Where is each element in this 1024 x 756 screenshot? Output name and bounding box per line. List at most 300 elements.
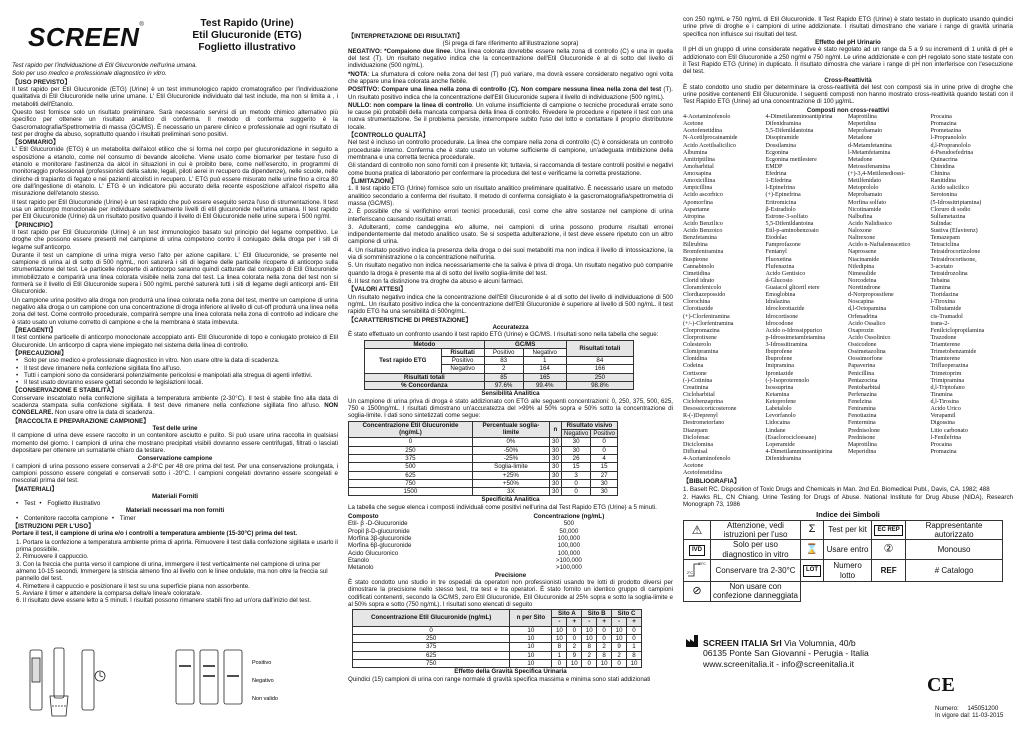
title-line-1: Test Rapido (Urine) bbox=[200, 18, 294, 29]
fig-label-negative: Negativo bbox=[252, 678, 274, 684]
compound-name: Labetalolo bbox=[765, 406, 792, 413]
table-cell: 625 bbox=[353, 651, 510, 659]
single-use-icon: ② bbox=[883, 543, 894, 556]
compound-name: Aspartame bbox=[683, 206, 710, 213]
compound-column bbox=[931, 114, 1014, 477]
table-cell: 26 bbox=[561, 454, 590, 462]
ce-mark: CE bbox=[927, 674, 955, 696]
paragraph: È stato condotto uno studio per determinare la cross-reattività del test con composti sia in urine prive di droghe che urine positive contenenti Etil Glucuronide. I seguenti composti non hanno mostrato cross-reattività quando testati con il Test Rapido ETG (Urine) ad una concentrazione di 100 µg/mL. bbox=[683, 83, 1013, 106]
table-cell: 0 bbox=[567, 635, 582, 643]
table-cell: 10 bbox=[627, 660, 642, 668]
subheading: Materiali Forniti bbox=[151, 492, 199, 500]
table-cell: 3 bbox=[561, 471, 590, 479]
compound-name: Nifedipina bbox=[848, 263, 875, 270]
compound-name: Oossimorfone bbox=[848, 356, 883, 363]
table-row bbox=[353, 660, 642, 668]
compound-name: Disopiramide bbox=[765, 135, 799, 142]
compound-name: Trimipramina bbox=[930, 377, 965, 384]
compound-name: Perfenazina bbox=[848, 391, 877, 398]
compound-name: d-Pseudoefedrina bbox=[930, 149, 974, 156]
table-cell: 0 bbox=[597, 635, 612, 643]
compound-name: Meperidina bbox=[848, 121, 877, 128]
procedure-illustration bbox=[26, 646, 326, 722]
table-cell: Etil- β -D-Glucuronide bbox=[348, 520, 408, 528]
table-cell: 166 bbox=[566, 365, 633, 373]
compound-name: Clonidina bbox=[683, 356, 708, 363]
compound-name: 4-Dimetilamminoantipirina bbox=[765, 448, 833, 455]
document-number bbox=[935, 705, 1003, 720]
table-cell: Test rapido ETG bbox=[365, 348, 442, 373]
table-cell: 10 bbox=[612, 626, 627, 634]
compound-name: Metoprololo bbox=[848, 185, 879, 192]
compound-name: Ossicodone bbox=[848, 342, 877, 349]
text: . Un volume insufficiente di campione o tecniche procedurali errate sono le cause più probabili della mancata comparsa della linea di controllo. Rivedere le procedure e ripetere il test con una nuova strumentazione. Se il problema persiste, interrompere subito l'uso del lotto e contattare il proprio distributore locale. bbox=[348, 101, 673, 131]
compound-name: Buspirone bbox=[683, 256, 709, 263]
table-cell: 0 bbox=[612, 660, 627, 668]
subheading: Test delle urine bbox=[152, 425, 198, 432]
table-row bbox=[365, 382, 634, 390]
table-header: Composto bbox=[348, 513, 379, 521]
compound-name: 3-acetato bbox=[930, 263, 953, 270]
table-cell: 2 bbox=[612, 651, 627, 659]
table-cell: 10 bbox=[567, 660, 582, 668]
table-cell: 8 bbox=[582, 643, 597, 651]
compound-name: Amoxapina bbox=[683, 171, 712, 178]
table-cell: 30 bbox=[550, 438, 562, 446]
table-row bbox=[348, 542, 648, 549]
table-cell: 0 bbox=[591, 438, 618, 446]
compound-name: Acido Benzilico bbox=[683, 220, 723, 227]
compound-name: Fluoxetina bbox=[765, 256, 792, 263]
compound-name: l-Epinefrina bbox=[765, 185, 795, 192]
compound-name: Prednisone bbox=[848, 434, 876, 441]
registered-mark: ® bbox=[139, 22, 144, 28]
text: : La sfumatura di colore nella zona del test (T) può variare, ma dovrà essere considerato negativo ogni volta che appare una linea colorata anche flebile. bbox=[348, 70, 673, 85]
precision-table bbox=[352, 609, 642, 668]
table-row bbox=[348, 557, 648, 564]
table-cell: Acido Glucuronico bbox=[348, 549, 399, 557]
compound-name: Idroclorotiazide bbox=[765, 306, 805, 313]
subheading: Sensibilità Analitica bbox=[481, 390, 540, 398]
compound-name: Tetraidrozolina bbox=[930, 270, 968, 277]
table-row bbox=[353, 643, 642, 651]
table-cell: 250 bbox=[566, 373, 633, 381]
compound-name: Levorfanolo bbox=[765, 413, 796, 420]
title-line-2: Etil Glucuronide (ETG) bbox=[192, 30, 302, 42]
table-cell: 0% bbox=[472, 438, 549, 446]
subheading: Cross-Reattività bbox=[824, 76, 872, 84]
fig-label-positive: Positivo bbox=[252, 660, 272, 666]
table-cell: Morfina 3β-glucuronide bbox=[348, 535, 412, 542]
table-cell: Metanolo bbox=[348, 564, 374, 572]
table-header: n bbox=[550, 421, 562, 438]
paragraph bbox=[348, 71, 673, 86]
section-heading: 【PRINCIPIO】 bbox=[12, 221, 57, 229]
column-middle bbox=[348, 32, 673, 756]
table-cell: 0 bbox=[353, 626, 510, 634]
paragraph: 3. Adulteranti, come candeggina e/o allume, nei campioni di urina possono produrre risultati erronei indipendentemente dal metodo analitico usato. Se si sospetta adulterazione, il test deve essere ripetuto con un altro campione di urina. bbox=[348, 223, 673, 246]
table-row bbox=[349, 446, 618, 454]
table-header: - bbox=[552, 618, 567, 626]
list-item: • Il test deve rimanere nella confezione sigillata fino all'uso. bbox=[12, 365, 338, 372]
compound-name: d,l-Tirosina bbox=[930, 399, 959, 406]
compound-name: Promazina bbox=[930, 121, 957, 128]
table-cell: 2 bbox=[567, 643, 582, 651]
paragraph: I campioni di urina possono essere conservati a 2-8°C per 48 ore prima del test. Per una conservazione prolungata, i campioni possono essere congelati e conservati sotto i -20°C. I campioni congelati dovranno essere scongelati e mescolati prima del test. bbox=[12, 462, 338, 485]
paragraph: Il pH di un gruppo di urine considerate negative è stato regolato ad un range da 5 a 9 su incrementi di 1 unità di pH e addizionato con Etil Glucuronide a 250 ng/ml e 750 ng/ml. Le urine addizionate e con pH regolato sono state testate con il Test Rapido ETG (Urine) in duplicato. Il risultato dimostra che variare i range di pH non interferisce con l'esecuzione del test. bbox=[683, 46, 1013, 76]
table-row bbox=[348, 535, 648, 542]
compound-name: Ciclobarbital bbox=[683, 391, 715, 398]
result-negative bbox=[200, 650, 218, 704]
table-cell: 0 bbox=[567, 626, 582, 634]
section-heading: 【CONSERVAZIONE E STABILITÀ】 bbox=[12, 387, 118, 395]
reference-item: 1. Baselt RC. Disposition of Toxic Drugs and Chemicals in Man. 2nd Ed. Biomedical Publ., Davis, CA. 1982; 488 bbox=[683, 485, 990, 493]
compound-name: Tebaina bbox=[930, 277, 950, 284]
compound-name: Clordiazepossido bbox=[683, 292, 726, 299]
intro-line: Solo per uso medico e professionale diagnostico in vitro. bbox=[12, 70, 167, 78]
table-cell: 10 bbox=[510, 651, 552, 659]
compound-name: Triamterene bbox=[930, 342, 961, 349]
compound-name: d-Metamfetamina bbox=[848, 142, 892, 149]
table-row bbox=[353, 651, 642, 659]
table-row bbox=[349, 471, 618, 479]
compound-name: Prednisolone bbox=[848, 427, 880, 434]
accuracy-table bbox=[364, 340, 634, 391]
materials-required bbox=[12, 515, 338, 522]
paragraph: Gli standard di controllo non sono forniti con il presente kit; tuttavia, si raccomanda di testare controlli positivi e negativi come buona pratica di laboratorio per confermare la procedura del test e verificarne la corretta prestazione. bbox=[348, 162, 673, 177]
compound-name: d,l-Propranololo bbox=[930, 142, 971, 149]
list-item: • Test bbox=[12, 500, 35, 507]
paragraph bbox=[348, 86, 673, 101]
paragraph: Un campione urina positivo alla droga non produrrà una linea colorata nella zona del test, mentre un campione di urina negativo alla droga o un campione con una concentrazione di droga inferiore al livello di cut-off produrrà una linea nella zona del test. Come controllo procedurale, comparirà sempre una linea colorata nella zona di controllo ad indicare che è stato usato un volume corretto di campione e che la membrana è stata imbevuta. bbox=[12, 296, 338, 326]
cross-reactivity-list bbox=[683, 114, 1013, 477]
sensitivity-table bbox=[348, 421, 618, 497]
compound-name: Naprossene bbox=[848, 249, 877, 256]
compound-name: (+)-Clorfeniramina bbox=[683, 313, 730, 320]
compound-name: Tolbutamide bbox=[930, 306, 962, 313]
compound-name: Amobarbital bbox=[683, 163, 714, 170]
compound-name: Metilfenidato bbox=[848, 178, 882, 185]
hourglass-icon: ⌛ bbox=[805, 543, 819, 555]
compound-name: Acido Benzoico bbox=[683, 228, 723, 235]
table-cell: 30 bbox=[550, 446, 562, 454]
section-heading: 【VALORI ATTESI】 bbox=[348, 286, 407, 294]
compound-name: Clorotiazide bbox=[683, 306, 714, 313]
table-cell: 30 bbox=[550, 463, 562, 471]
paragraph: È stato effettuato un confronto usando il test rapido ETG (Urine) e GC/MS. I risultati sono nella tabella che segue: bbox=[348, 331, 659, 339]
compound-name: Diflunisal bbox=[683, 448, 708, 455]
table-header: + bbox=[627, 618, 642, 626]
title-line-3: Foglietto illustrativo bbox=[198, 42, 296, 54]
table-header: Metodo bbox=[365, 340, 485, 348]
compound-name: 4-Acetaminofenolo bbox=[683, 456, 731, 463]
list-item: 4. Rimettere il cappuccio e posizionare il test su una superficie piana non assorbente. bbox=[16, 582, 250, 590]
compound-name: Acetofenetidina bbox=[683, 128, 722, 135]
list-item: • Contenitore raccolta campione bbox=[12, 515, 108, 522]
compound-name: Guaiacol gliceril etere bbox=[765, 285, 820, 292]
table-cell: 10 bbox=[510, 643, 552, 651]
compound-name: Oxaprozin bbox=[848, 327, 874, 334]
table-cell: 30 bbox=[550, 454, 562, 462]
table-header: + bbox=[597, 618, 612, 626]
table-row bbox=[348, 550, 648, 557]
compound-name: Ciclobenzaprina bbox=[683, 399, 723, 406]
compound-name: Creatinina bbox=[683, 384, 709, 391]
table-cell: Positivo bbox=[441, 357, 484, 365]
paragraph: 5. Un risultato negativo non indica necessariamente che la saliva è priva di droga. Un risultato negativo può comparire quando la droga è presente ma al di sotto del livello soglia-limite del test. bbox=[348, 262, 673, 277]
compound-name: 3-Idrossitiramina bbox=[765, 342, 808, 349]
compound-name: Sustiva (Efavirenz) bbox=[930, 228, 978, 235]
compound-name: Albumina bbox=[683, 149, 708, 156]
compound-name: Procaina bbox=[930, 114, 952, 121]
table-cell: 30 bbox=[550, 488, 562, 496]
website-email: www.screenitalia.it - info@screenitalia.it bbox=[703, 658, 855, 669]
compound-name: Digossina bbox=[930, 420, 955, 427]
paragraph: Nel test è incluso un controllo procedurale. La linea che compare nella zona di controllo (C) è considerata un controllo procedurale interno. Conferma che è stato usato un volume sufficiente di campione, un'adeguata imbibizione della membrana e una corretta tecnica procedurale. bbox=[348, 139, 673, 161]
table-row bbox=[353, 626, 642, 634]
section-heading: 【MATERIALI】 bbox=[12, 485, 58, 493]
table-cell: 0 bbox=[597, 626, 612, 634]
compound-name: EMDP bbox=[765, 163, 783, 170]
table-cell: Morfina 6β-glucuronide bbox=[348, 542, 412, 550]
bold-text: *NOTA bbox=[348, 70, 368, 78]
materials-provided bbox=[12, 500, 338, 507]
compound-name: Bromfeniramina bbox=[683, 249, 724, 256]
table-cell: Positivo bbox=[484, 348, 523, 356]
compound-name: Sulindac bbox=[930, 220, 952, 227]
text: Non usare oltre la data di scadenza. bbox=[53, 409, 155, 417]
compound-name: Acido Ossalico bbox=[848, 320, 886, 327]
compound-name: Acido salicilico bbox=[930, 185, 969, 192]
compound-name: Estrone-3-solfato bbox=[765, 213, 808, 220]
text: Conservare inscatolato nella confezione sigillata a temperatura ambiente (2-30°C). Il test è stabile fino alla data di scadenza stampata sulla confezione sigillata. Il test deve rimanere nella confezione sigillata fino all'uso. bbox=[12, 394, 338, 410]
table-cell: Conservare tra 2-30°C bbox=[711, 560, 801, 581]
compound-name: Orfenadrina bbox=[848, 313, 878, 320]
compound-name: l-Propranololo bbox=[930, 135, 967, 142]
precautions-list bbox=[12, 357, 338, 386]
step-1-drawing bbox=[30, 650, 42, 710]
compound-name: Idrocodone bbox=[765, 320, 794, 327]
table-cell: 250 bbox=[353, 635, 510, 643]
paragraph: L' Etil Glucuronide (ETG) è un metabolita dell'alcol etilico che si forma nel corpo per glucuronidazione in seguito a esposizione a etanolo, come nel consumo di bevande alcoliche. Viene usato come biomarker per testare l'uso di etanolo e monitorare l'astinenza da alcol in situazioni in cui è proibito bere, come nell'esercito, in programmi di monitoraggio professionali (professionisti della salute, legali, piloti aerei in recupero da dipendenze), nelle scuole, nelle cliniche di trapianto di fegato e nei pazienti alcolisti in recupero. L' ETG può essere misurato nelle urine fino a circa 80 ore dall'ingestione di etanolo. L' ETG è un indicatore più accurato della recente esposizione all'alcol rispetto alla misurazione dell'etanolo stesso. bbox=[12, 146, 338, 198]
compound-name: Triamterene bbox=[930, 356, 961, 363]
table-cell: 10 bbox=[552, 635, 567, 643]
table-cell: Etanolo bbox=[348, 556, 369, 564]
compound-name: 5,5-Difenildantoina bbox=[765, 220, 814, 227]
footer bbox=[683, 626, 1013, 724]
table-cell: 99.4% bbox=[523, 382, 566, 390]
vigore-label: In vigore dal: bbox=[935, 712, 971, 720]
compound-name: Bilirubina bbox=[683, 242, 708, 249]
document-title bbox=[162, 18, 332, 55]
compound-name: Acido Nalidissico bbox=[848, 220, 892, 227]
column-right bbox=[683, 16, 1013, 740]
section-heading: 【CARATTERISTICHE DI PRESTAZIONE】 bbox=[348, 316, 472, 324]
table-cell: 375 bbox=[353, 643, 510, 651]
table-cell: 0 bbox=[591, 446, 618, 454]
paragraph: Un campione di urina priva di droga è stato addizionato con ETG alle seguenti concentrazioni: 0, 250, 375, 500, 625, 750 e 1500ng/mL. I risultati dimostrano un'accuratezza del >99% al 50% sopra e 50% sotto la concentrazione di soglia-limite. I dati sono sintetizzati come segue: bbox=[348, 397, 673, 420]
table-cell: 10 bbox=[582, 635, 597, 643]
compound-name: Pentazocina bbox=[848, 377, 878, 384]
numero-value: 145051200 bbox=[967, 705, 999, 712]
subheading: Effetto della Gravità Specifica Urinaria bbox=[454, 668, 567, 676]
table-cell: 30 bbox=[550, 471, 562, 479]
compound-name: Codeina bbox=[683, 363, 704, 370]
table-cell: 50,000 bbox=[559, 527, 579, 535]
table-cell: 9 bbox=[612, 643, 627, 651]
precision-table-body bbox=[353, 626, 642, 668]
table-cell: 1 bbox=[627, 643, 642, 651]
table-cell: 15 bbox=[561, 463, 590, 471]
table-cell: 100,000 bbox=[557, 549, 581, 557]
table-cell: 165 bbox=[523, 373, 566, 381]
table-cell: 2 bbox=[582, 651, 597, 659]
compound-name: Prometazina bbox=[930, 128, 961, 135]
compound-name: Clorochina bbox=[683, 299, 711, 306]
compound-name: Acido Ossolinico bbox=[848, 334, 891, 341]
compound-name: Diciclomina bbox=[683, 441, 714, 448]
table-cell: >100,000 bbox=[555, 564, 582, 572]
compound-name: Chinina bbox=[930, 171, 950, 178]
table-header: Sito B bbox=[582, 610, 612, 618]
compound-name: cis-Tramadol bbox=[930, 313, 963, 320]
table-cell: Solo per uso diagnostico in vitro bbox=[711, 540, 801, 560]
table-cell: Numero lotto bbox=[824, 560, 872, 581]
table-row bbox=[349, 454, 618, 462]
compound-name: Nalbufina bbox=[848, 213, 873, 220]
compound-name: Diclofenac bbox=[683, 434, 710, 441]
compound-name: Clorpromazina bbox=[683, 327, 720, 334]
compound-name: Temazepam bbox=[930, 235, 960, 242]
compound-name: Acido ascorbico bbox=[683, 192, 723, 199]
table-cell: 9 bbox=[567, 651, 582, 659]
table-header: - bbox=[582, 618, 597, 626]
table-cell: Usare entro bbox=[824, 540, 872, 560]
compound-name: Penicillina bbox=[848, 370, 875, 377]
table-cell: 30 bbox=[591, 479, 618, 487]
compound-name: d-Norpropossifene bbox=[848, 292, 894, 299]
compound-name: d,l-Triptofano bbox=[930, 384, 965, 391]
compound-name: Apomorfina bbox=[683, 199, 713, 206]
compound-name: Clorprotixene bbox=[683, 334, 717, 341]
compound-name: 5,5-Difenildantoina bbox=[765, 128, 814, 135]
subheading: Precisione bbox=[494, 571, 527, 579]
compound-name: Ossimetazolina bbox=[848, 349, 886, 356]
paragraph: Il test rapido per Etil Glucuronide (Urine) è un test immunologico basato sul principio del legame competitivo. Le droghe che possono essere presenti nel campione di urina competono contro il coniugato della droga per i siti di legame sull'anticorpo. bbox=[12, 228, 338, 251]
compound-name: Meperidina bbox=[848, 448, 877, 455]
table-row bbox=[349, 488, 618, 496]
table-header: Concentrazione Etil Glucuronide (ng/mL) bbox=[353, 610, 510, 627]
compound-name: Acetone bbox=[683, 463, 704, 470]
fig-label-invalid: Non valido bbox=[252, 696, 278, 702]
ivd-icon: IVD bbox=[689, 545, 705, 556]
compound-column bbox=[766, 114, 849, 477]
bold-text: NULLO: non compare la linea di controllo bbox=[348, 101, 473, 109]
bold-paragraph: Portare il test, il campione di urina e/o i controlli a temperatura ambiente (15-30°C) prima del test. bbox=[12, 530, 298, 538]
table-cell: Soglia-limite bbox=[472, 463, 549, 471]
compound-name: Acetofenetidina bbox=[683, 470, 722, 477]
compound-name: Acido o-Idrossippurico bbox=[765, 327, 823, 334]
table-cell: Propil β-D-glucuronide bbox=[348, 527, 410, 535]
compound-name: Serotonina bbox=[930, 192, 957, 199]
compound-name: Quinacrina bbox=[930, 156, 958, 163]
reference-item: 2. Hawks RL, CN Chiang. Urine Testing for Drugs of Abuse. National Institute for Drug Abuse (NIDA), Research Monograph 73, 1986 bbox=[683, 494, 1013, 509]
subnote: (Si prega di fare riferimento all'illustrazione sopra) bbox=[442, 40, 579, 48]
compound-name: (5-Idrossitriptamina) bbox=[930, 199, 982, 206]
symbols-table bbox=[683, 520, 1003, 602]
compound-name: Trazodone bbox=[930, 334, 957, 341]
table-cell: Rappresentante autorizzato bbox=[906, 520, 1003, 540]
table-cell: 1500 bbox=[349, 488, 473, 496]
table-cell: 750 bbox=[353, 660, 510, 668]
compound-name: Fenotiazina bbox=[848, 413, 877, 420]
table-cell: 750 bbox=[349, 479, 473, 487]
table-cell: Negativo bbox=[523, 348, 566, 356]
compound-name: N-Acetilprocainamide bbox=[683, 135, 738, 142]
section-heading: 【CONTROLLO QUALITÀ】 bbox=[348, 132, 429, 140]
compound-name: Flufenazina bbox=[765, 263, 795, 270]
list-item: • Timer bbox=[108, 515, 136, 522]
table-cell: Test per kit bbox=[824, 520, 872, 540]
bold-text: NON CONGELARE. bbox=[12, 402, 338, 417]
compound-name: (+)-Epinefrina bbox=[765, 192, 801, 199]
logo-text: SCREEN bbox=[28, 22, 140, 52]
sensitivity-table-body bbox=[349, 438, 618, 496]
compound-name: Tetraciclina bbox=[930, 242, 960, 249]
paragraph: Un risultato negativo indica che la concentrazione dell'Etil Glucuronide è al di sotto del livello di individuazione di 500 ng/mL. Un risultato positivo indica che la concentrazione dell'Etil Glucuronide è superiore al livello di 500 ng/mL. Il test rapido ETG ha una sensibilità di 500ng/mL. bbox=[348, 293, 673, 316]
table-cell: 10 bbox=[582, 626, 597, 634]
compound-column bbox=[848, 114, 931, 477]
compound-name: 1-Efedrina bbox=[765, 178, 792, 185]
table-cell: 0 bbox=[627, 635, 642, 643]
paragraph: La tabella che segue elenca i composti individuali come positivi nell'urina dal Test Rapido ETG (Urine) a 5 minuti. bbox=[348, 503, 657, 511]
compound-name: Cloruro di sodio bbox=[930, 206, 971, 213]
compound-name: Tioridazina bbox=[930, 292, 959, 299]
subheading: Accuratezza bbox=[492, 323, 529, 331]
damaged-package-icon: ⊘ bbox=[692, 584, 702, 597]
table-cell: 0 bbox=[552, 660, 567, 668]
compound-name: Metadone bbox=[848, 156, 873, 163]
paragraph: con 250 ng/mL e 750 ng/mL di Etil Glucuronide. Il Test Rapido ETG (Urine) è stato testato in duplicato usando quindici urine prive di droghe e i campioni di urine addizionate. I risultati dimostrano che variare i range di gravità urinaria specifica non influisce sui risultati del test. bbox=[683, 16, 1013, 38]
section-heading: 【ISTRUZIONI PER L'USO】 bbox=[12, 523, 95, 531]
ref-icon: REF bbox=[872, 560, 906, 581]
list-item: 1. Portare la confezione a temperatura ambiente prima di aprirla. Rimuovere il test dalla confezione sigillata e usarlo il prima possibile. bbox=[16, 538, 338, 553]
compound-name: Cannabinolo bbox=[683, 263, 715, 270]
paragraph: 4. Un risultato positivo indica la presenza della droga o dei suoi metaboliti ma non indica il livello di intossicazione, la via di somministrazione o la concentrazione nell'urina. bbox=[348, 246, 673, 262]
text: . Una linea colorata dovrebbe essere nella zona di controllo (C) e una in quella del test (T). Un risultato negativo indica che la concentrazione dell'Etil Glucuronide è al di sotto del livello di individuazione (500 ng/mL). bbox=[348, 47, 673, 70]
table-header: Concentrazione (ng/mL) bbox=[533, 513, 605, 521]
list-item: 6. Il risultato deve essere letto a 5 minuti. I risultati possono rimanere stabili fino ad un'ora dall'inizio del test. bbox=[16, 597, 312, 605]
table-header: Concentrazione Etil Glucuronide (ng/mL) bbox=[349, 421, 473, 438]
left-column-body bbox=[12, 62, 338, 605]
compound-name: Iproniazide bbox=[765, 370, 794, 377]
compound-name: Emoglobina bbox=[765, 292, 796, 299]
table-cell: Negativo bbox=[441, 365, 484, 373]
compound-name: l-Metamfetamina bbox=[848, 149, 891, 156]
section-heading: 【REAGENTI】 bbox=[12, 326, 57, 334]
compound-name: Fenelzina bbox=[848, 399, 872, 406]
compound-name: Morfina solfato bbox=[848, 199, 887, 206]
company-address bbox=[703, 638, 869, 669]
compound-name: Tetraidrocortizolone bbox=[930, 249, 981, 256]
compound-name: Clomipramina bbox=[683, 349, 719, 356]
compound-name: Sulfametazina bbox=[930, 213, 966, 220]
paragraph bbox=[12, 395, 338, 417]
table-header: GC/MS bbox=[484, 340, 566, 348]
paragraph: Il test contiene particelle di anticorpo monoclonale accoppiato anti- Etil Glucuronide di topo e coniugato proteico di Etil Glucuronide. Un anticorpo di capra viene impiegato nel sistema della linea di controllo. bbox=[12, 334, 338, 349]
table-header: Risultati totali bbox=[566, 340, 633, 357]
table-cell: 84 bbox=[566, 357, 633, 365]
